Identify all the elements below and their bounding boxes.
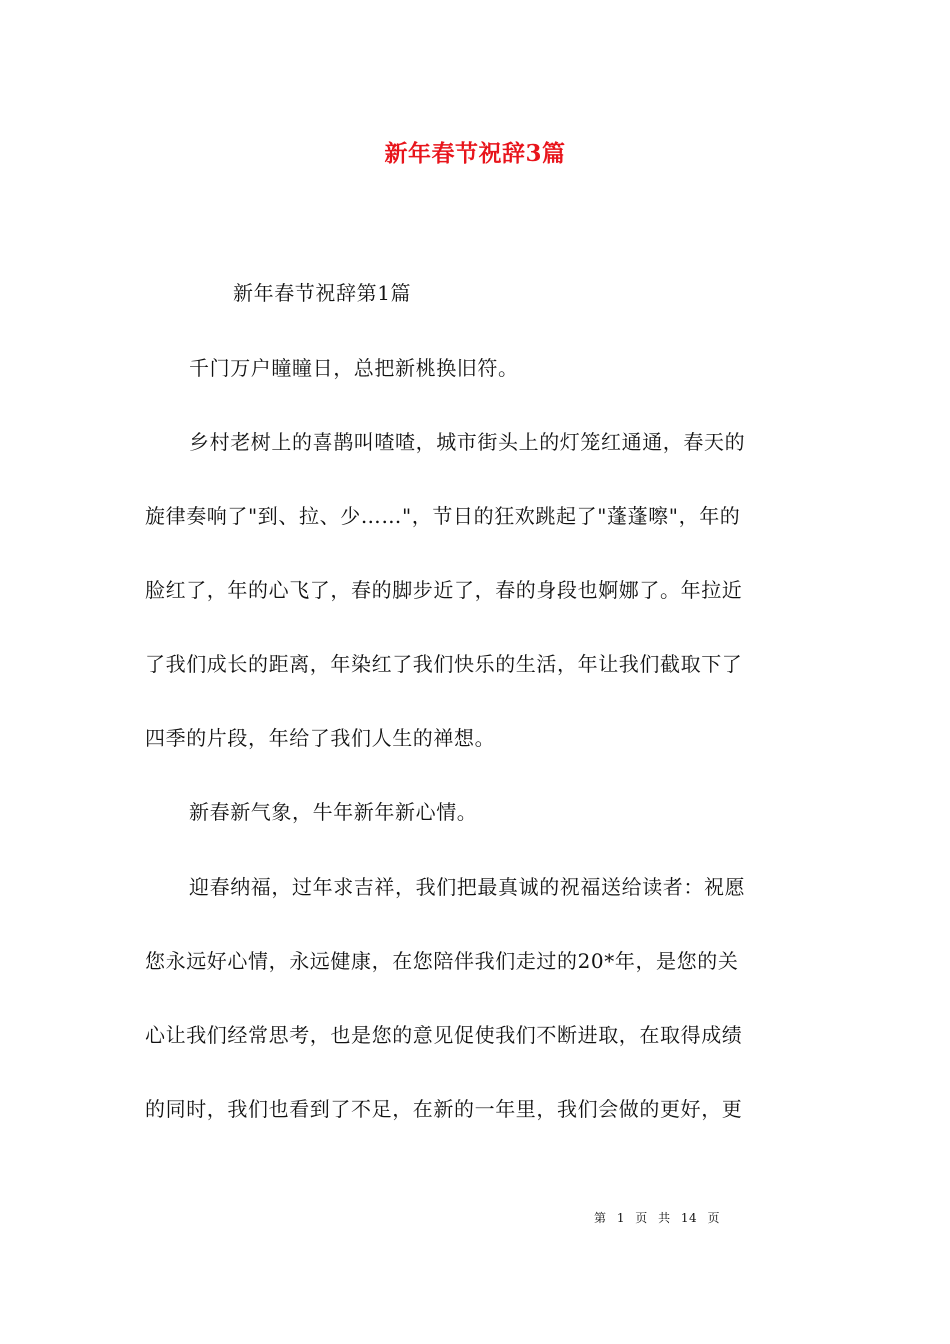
paragraph-line: 心让我们经常思考，也是您的意见促使我们不断进取，在取得成绩	[145, 1023, 743, 1047]
paragraph-line: 您永远好心情，永远健康，在您陪伴我们走过的20*年，是您的关	[145, 949, 739, 973]
paragraph-line: 旋律奏响了"到、拉、少……"，节日的狂欢跳起了"蓬蓬嚓"，年的	[145, 504, 741, 528]
paragraph-line: 乡村老树上的喜鹊叫喳喳，城市街头上的灯笼红通通，春天的	[189, 430, 746, 454]
page-footer: 第 1 页 共 14 页	[594, 1211, 720, 1225]
paragraph-line: 千门万户瞳瞳日，总把新桃换旧符。	[189, 356, 519, 380]
paragraph-line: 脸红了，年的心飞了，春的脚步近了，春的身段也婀娜了。年拉近	[145, 578, 743, 602]
paragraph-line: 的同时，我们也看到了不足，在新的一年里，我们会做的更好，更	[145, 1097, 743, 1121]
document-title: 新年春节祝辞3篇	[384, 140, 566, 167]
section-heading: 新年春节祝辞第1篇	[233, 281, 412, 305]
paragraph-line: 新春新气象，牛年新年新心情。	[189, 800, 478, 824]
paragraph-line: 迎春纳福，过年求吉祥，我们把最真诚的祝福送给读者：祝愿	[189, 875, 746, 899]
paragraph-line: 四季的片段，年给了我们人生的禅想。	[145, 726, 496, 750]
paragraph-line: 了我们成长的距离，年染红了我们快乐的生活，年让我们截取下了	[145, 652, 743, 676]
